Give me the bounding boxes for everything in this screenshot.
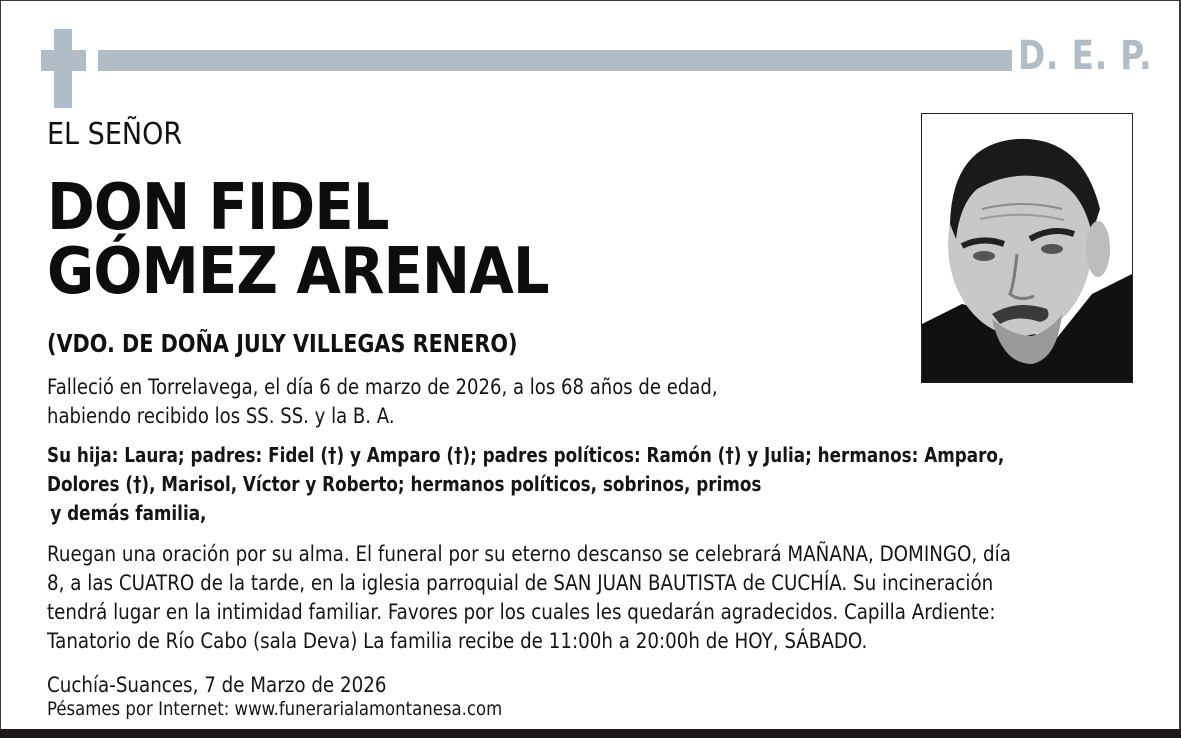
honorific-title: EL SEÑOR — [47, 117, 183, 152]
online-condolences: Pésames por Internet: www.funerarialamontanesa.com — [47, 698, 503, 720]
deceased-name — [47, 171, 549, 309]
death-notice-line: habiendo recibido los SS. SS. y la B. A. — [47, 404, 395, 428]
portrait-photo — [921, 113, 1133, 383]
portrait-image-icon — [922, 114, 1132, 382]
deceased-name-line-1: DON FIDEL — [47, 171, 389, 245]
widower-of: (VDO. DE DOÑA JULY VILLEGAS RENERO) — [47, 329, 518, 358]
funeral-line: 8, a las CUATRO de la tarde, en la iglesia parroquial de SAN JUAN BAUTISTA de CUCHÍA. Su incineración — [47, 571, 994, 595]
deceased-name-line-2: GÓMEZ ARENAL — [47, 235, 549, 309]
place-and-date: Cuchía-Suances, 7 de Marzo de 2026 — [47, 673, 387, 697]
family-line: y demás familia, — [50, 501, 207, 525]
header-rule — [98, 50, 1012, 71]
death-notice-line: Falleció en Torrelavega, el día 6 de marzo de 2026, a los 68 años de edad, — [47, 375, 718, 399]
funeral-line: Ruegan una oración por su alma. El funeral por su eterno descanso se celebrará MAÑANA, DOMINGO, día — [47, 542, 1011, 566]
funeral-details — [47, 540, 1011, 656]
family-line: Su hija: Laura; padres: Fidel (†) y Amparo (†); padres políticos: Ramón (†) y Julia; hermanos: Amparo, — [47, 443, 1005, 467]
dep-label: D. E. P. — [1018, 33, 1153, 79]
family-list — [47, 441, 1004, 528]
funeral-line: Tanatorio de Río Cabo (sala Deva) La familia recibe de 11:00h a 20:00h de HOY, SÁBADO. — [47, 629, 868, 653]
bottom-bar — [0, 729, 1181, 738]
funeral-line: tendrá lugar en la intimidad familiar. Favores por los cuales les quedarán agradecidos. Capilla Ardiente: — [47, 600, 996, 624]
family-line: Dolores (†), Marisol, Víctor y Roberto; hermanos políticos, sobrinos, primos — [47, 472, 762, 496]
cross-icon-horizontal — [41, 50, 86, 71]
death-notice — [47, 373, 718, 431]
